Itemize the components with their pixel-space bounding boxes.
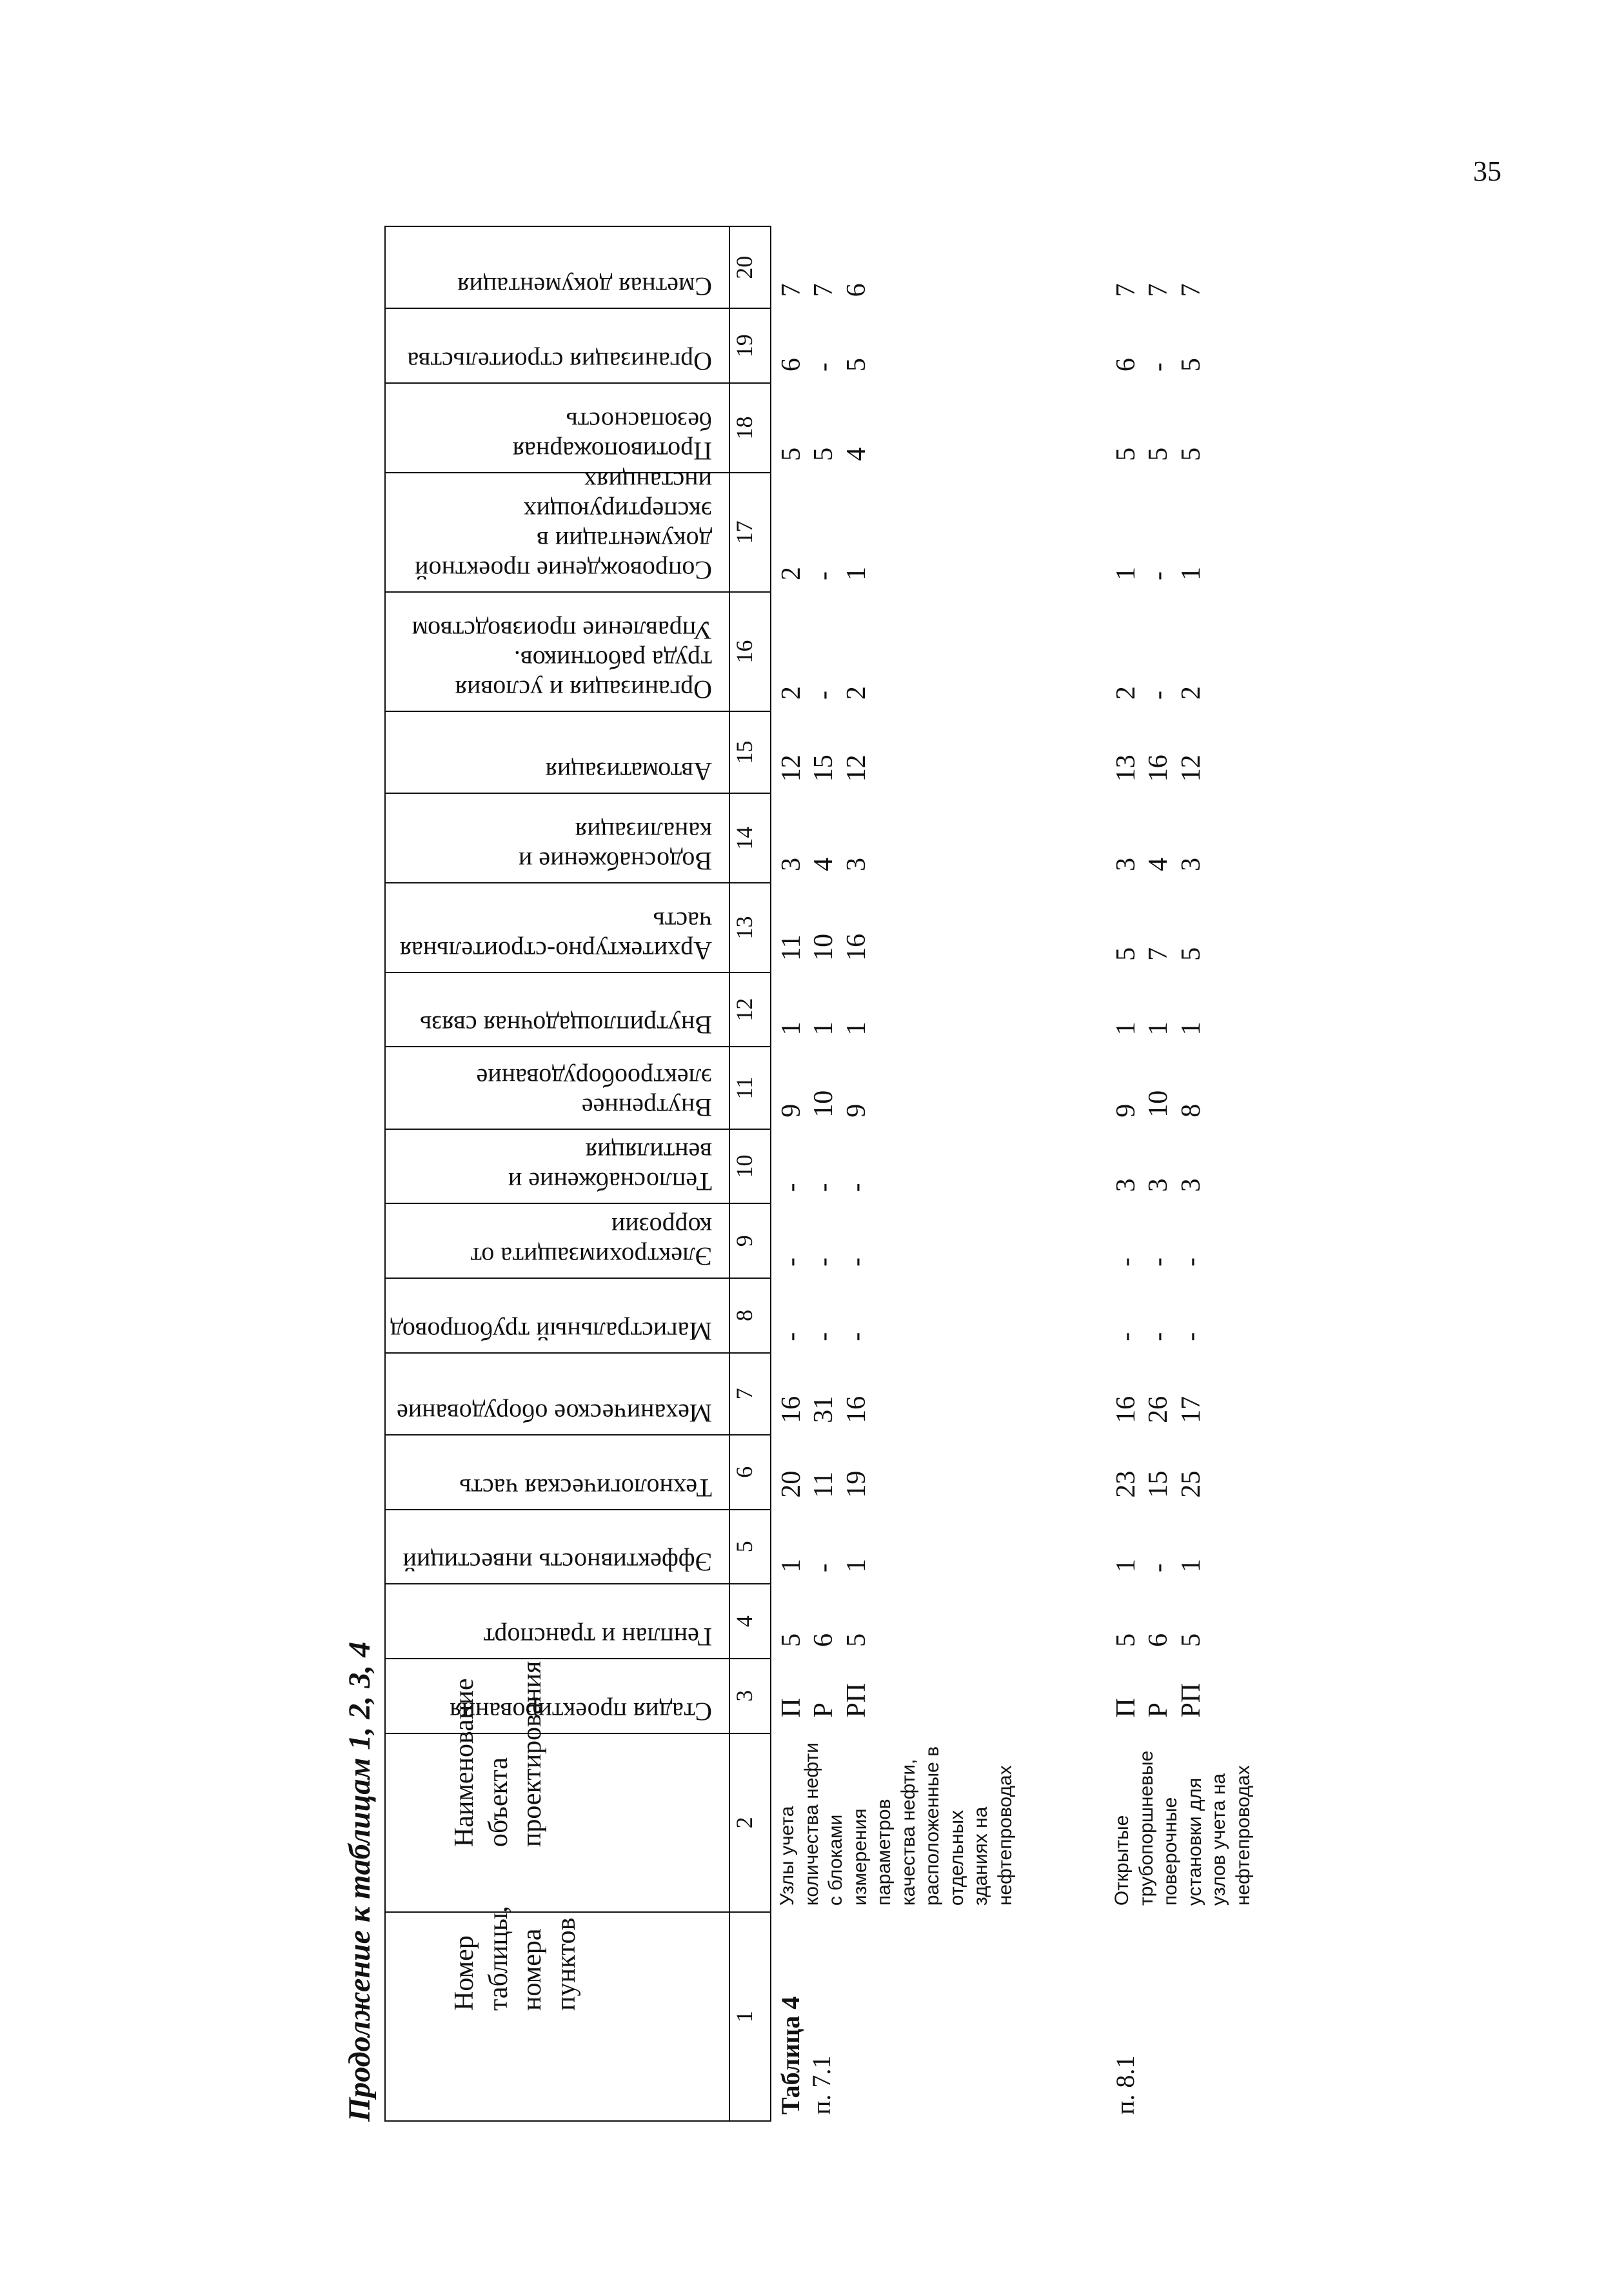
- value-cell: [771, 1203, 1106, 1278]
- value: -: [777, 1258, 806, 1267]
- value-cell: [771, 1510, 1106, 1584]
- header-cell: [385, 1584, 729, 1659]
- value: 10: [809, 933, 839, 961]
- value-cell: [771, 883, 1106, 972]
- design-workload-table: [384, 226, 1377, 2122]
- value: -: [1144, 571, 1174, 580]
- header-title-5: Эффективность инвестиций: [402, 1548, 712, 1577]
- value-cell: [1106, 972, 1377, 1047]
- row-label-cell: [771, 1912, 1106, 2121]
- value-cell: [1106, 711, 1377, 793]
- value: 5: [1176, 1633, 1206, 1647]
- header-title-9: Электрохимзащита от коррозии: [470, 1212, 712, 1272]
- header-title-10: Теплоснабжение и вентиляция: [508, 1138, 712, 1197]
- value: -: [1176, 1258, 1206, 1267]
- header-cell: [385, 1353, 729, 1435]
- value: -: [777, 1183, 806, 1192]
- value: 9: [777, 1103, 806, 1118]
- value: -: [841, 1332, 871, 1341]
- value: 9: [841, 1103, 871, 1118]
- value: 3: [1111, 1178, 1141, 1192]
- header-title-16: Организация и условия труда работников. Управление производством: [411, 616, 712, 704]
- value-cell: [1106, 1047, 1377, 1129]
- value: -: [809, 571, 839, 580]
- table-label: Таблица 4: [776, 1996, 805, 2115]
- value: 1: [1111, 1559, 1141, 1573]
- value-cell: [771, 383, 1106, 473]
- stage-value: Р: [809, 1702, 839, 1718]
- value-cell: [771, 1129, 1106, 1204]
- value: 5: [1111, 947, 1141, 961]
- column-number: 11: [729, 1047, 771, 1129]
- value: -: [841, 1183, 871, 1192]
- column-number: 1: [729, 1912, 771, 2121]
- value: -: [809, 1258, 839, 1267]
- table-row: [1106, 226, 1377, 2121]
- value: 16: [777, 1396, 806, 1423]
- value: 15: [809, 755, 839, 782]
- value: -: [809, 1183, 839, 1192]
- value: 20: [777, 1470, 806, 1498]
- value: 1: [1144, 1021, 1174, 1036]
- value: 1: [1111, 1021, 1141, 1036]
- value-cell: [1106, 592, 1377, 711]
- value-cell: [1106, 1278, 1377, 1353]
- value: 5: [841, 358, 871, 372]
- value: 12: [841, 755, 871, 782]
- value-cell: [771, 711, 1106, 793]
- column-number: 12: [729, 972, 771, 1047]
- object-name: Узлы учета количества нефти с блоками измерения параметров качества нефти, расположенные в отдельных зданиях на нефтепроводах: [777, 1742, 1016, 1906]
- header-cell: [385, 1047, 729, 1129]
- header-cell: [385, 793, 729, 883]
- header-title-2: Наименование объекта проектирования: [450, 1661, 547, 1848]
- column-number: 18: [729, 383, 771, 473]
- header-title-14: Водоснабжение и канализация: [519, 817, 712, 876]
- value-cell: [771, 1353, 1106, 1435]
- value: 1: [809, 1021, 839, 1036]
- value: 6: [1144, 1633, 1174, 1647]
- value: -: [1144, 691, 1174, 700]
- stage-cell: [1106, 1659, 1377, 1733]
- row-label-cell: [1106, 1912, 1377, 2121]
- object-name-cell: [771, 1733, 1106, 1913]
- object-name: Открытые трубопоршневые поверочные установки для узлов учета на нефтепроводах: [1111, 1750, 1254, 1906]
- header-title-18: Противопожарная безопасность: [512, 406, 712, 466]
- header-cell: [385, 1659, 729, 1733]
- header-title-11: Внутреннее электрооборудование: [476, 1063, 712, 1122]
- value: 5: [1176, 358, 1206, 372]
- point-label: п. 8.1: [1111, 2055, 1140, 2115]
- header-title-15: Автоматизация: [545, 757, 712, 787]
- value: 1: [1176, 1021, 1206, 1036]
- value: -: [809, 1563, 839, 1573]
- header-cell: [385, 1510, 729, 1584]
- value: 3: [1176, 1178, 1206, 1192]
- value: 7: [1144, 947, 1174, 961]
- header-cell: [385, 883, 729, 972]
- column-number: 14: [729, 793, 771, 883]
- value: 4: [841, 447, 871, 461]
- stage-value: П: [777, 1698, 806, 1718]
- column-number: 8: [729, 1278, 771, 1353]
- column-number: 16: [729, 592, 771, 711]
- header-title-1: Номер таблицы, номера пунктов: [450, 1906, 581, 2011]
- header-cell: [385, 466, 729, 592]
- value: 5: [777, 447, 806, 461]
- value-cell: [1106, 1435, 1377, 1510]
- value: 6: [777, 358, 806, 372]
- value: 1: [1176, 566, 1206, 580]
- value: 11: [809, 1472, 839, 1498]
- value: 1: [1111, 566, 1141, 580]
- value: -: [777, 1332, 806, 1341]
- value: 19: [841, 1470, 871, 1498]
- value-cell: [1106, 883, 1377, 972]
- header-title-8: Магистральный трубопровод: [390, 1316, 712, 1346]
- value-cell: [1106, 1353, 1377, 1435]
- value-cell: [1106, 793, 1377, 883]
- value: 15: [1144, 1470, 1174, 1498]
- value: 7: [777, 283, 806, 297]
- value: 5: [1111, 1633, 1141, 1647]
- header-cell: [385, 1278, 729, 1353]
- value: -: [809, 1332, 839, 1341]
- value: 6: [1111, 358, 1141, 372]
- column-number: 7: [729, 1353, 771, 1435]
- stage-value: П: [1111, 1698, 1141, 1718]
- value: 10: [809, 1090, 839, 1118]
- column-number: 10: [729, 1129, 771, 1204]
- header-cell: [385, 383, 729, 473]
- value: 2: [777, 686, 806, 700]
- value-cell: [771, 1278, 1106, 1353]
- value-cell: [771, 226, 1106, 308]
- column-number: 2: [729, 1733, 771, 1913]
- value: 1: [841, 1559, 871, 1573]
- value-cell: [771, 793, 1106, 883]
- value: 2: [777, 566, 806, 580]
- column-number: 19: [729, 308, 771, 383]
- value: 8: [1176, 1103, 1206, 1118]
- page-number: 35: [1473, 155, 1501, 187]
- value: -: [809, 362, 839, 372]
- column-number: 6: [729, 1435, 771, 1510]
- value-cell: [771, 1435, 1106, 1510]
- header-title-3: Стадия проектирования: [450, 1697, 712, 1726]
- value-cell: [771, 473, 1106, 592]
- value: 5: [777, 1633, 806, 1647]
- value: 5: [1111, 447, 1141, 461]
- value: 3: [777, 858, 806, 872]
- value: 7: [1144, 283, 1174, 297]
- value: 6: [841, 283, 871, 297]
- header-title-6: Технологическая часть: [459, 1473, 712, 1503]
- column-number: 20: [729, 226, 771, 308]
- value: 25: [1176, 1470, 1206, 1498]
- column-number: 15: [729, 711, 771, 793]
- value: 3: [841, 858, 871, 872]
- header-row: [385, 226, 729, 2121]
- value: 26: [1144, 1396, 1174, 1423]
- header-cell: [385, 226, 729, 308]
- value: 4: [809, 858, 839, 872]
- value-cell: [1106, 1203, 1377, 1278]
- value: 5: [1144, 447, 1174, 461]
- value: 16: [1111, 1396, 1141, 1423]
- header-cell: [385, 1203, 729, 1278]
- header-title-13: Архитектурно-строительная часть: [399, 906, 712, 965]
- object-name-cell: [1106, 1733, 1377, 1913]
- value: 4: [1144, 858, 1174, 872]
- header-cell: [385, 308, 729, 383]
- value: 3: [1111, 858, 1141, 872]
- value: 7: [1111, 283, 1141, 297]
- value: 5: [809, 447, 839, 461]
- column-number-row: [729, 226, 771, 2121]
- value: -: [1111, 1258, 1141, 1267]
- header-title-7: Механическое оборудование: [397, 1398, 712, 1428]
- value: 9: [1111, 1103, 1141, 1118]
- value: 3: [1176, 858, 1206, 872]
- value: -: [1111, 1332, 1141, 1341]
- header-title-19: Организация строительства: [407, 347, 712, 377]
- value: 5: [841, 1633, 871, 1647]
- value: 3: [1144, 1178, 1174, 1192]
- value: 1: [841, 566, 871, 580]
- value: -: [809, 691, 839, 700]
- point-label: п. 7.1: [807, 2055, 836, 2115]
- value-cell: [1106, 383, 1377, 473]
- header-title-20: Сметная документация: [457, 272, 712, 302]
- value: 5: [1176, 947, 1206, 961]
- value: 16: [841, 1396, 871, 1423]
- value-cell: [1106, 226, 1377, 308]
- value: 5: [1176, 447, 1206, 461]
- value: 13: [1111, 755, 1141, 782]
- stage-value: Р: [1144, 1702, 1174, 1718]
- value: 12: [777, 755, 806, 782]
- stage-value: РП: [841, 1682, 871, 1718]
- value: 12: [1176, 755, 1206, 782]
- value-cell: [771, 972, 1106, 1047]
- column-number: 13: [729, 883, 771, 972]
- column-number: 5: [729, 1510, 771, 1584]
- value-cell: [771, 592, 1106, 711]
- rotated-table-page: [342, 226, 1367, 2122]
- value: 10: [1144, 1090, 1174, 1118]
- stage-cell: [771, 1659, 1106, 1733]
- value: 16: [841, 933, 871, 961]
- value-cell: [771, 1047, 1106, 1129]
- value: 31: [809, 1396, 839, 1423]
- value: -: [1176, 1332, 1206, 1341]
- value: 6: [809, 1633, 839, 1647]
- table-heading: Продолжение к таблицам 1, 2, 3, 4: [342, 1641, 377, 2122]
- value: 7: [1176, 283, 1206, 297]
- value: -: [1144, 362, 1174, 372]
- value-cell: [1106, 473, 1377, 592]
- value: 1: [777, 1559, 806, 1573]
- value: -: [1144, 1563, 1174, 1573]
- stage-value: РП: [1176, 1682, 1206, 1718]
- value: 1: [1176, 1559, 1206, 1573]
- value: 17: [1176, 1396, 1206, 1423]
- value: 2: [841, 686, 871, 700]
- value: -: [1144, 1258, 1174, 1267]
- header-cell: [385, 972, 729, 1047]
- table-row: [771, 226, 1106, 2121]
- header-title-12: Внутриплощадочная связь: [420, 1011, 712, 1040]
- header-cell: [385, 711, 729, 793]
- value: 11: [777, 934, 806, 961]
- value: 1: [777, 1021, 806, 1036]
- value-cell: [1106, 308, 1377, 383]
- value: 7: [809, 283, 839, 297]
- value: 16: [1144, 755, 1174, 782]
- value: 2: [1176, 686, 1206, 700]
- value-cell: [771, 308, 1106, 383]
- value-cell: [1106, 1510, 1377, 1584]
- column-number: 17: [729, 473, 771, 592]
- value: 23: [1111, 1470, 1141, 1498]
- value: 2: [1111, 686, 1141, 700]
- header-title-4: Генплан и транспорт: [483, 1622, 712, 1652]
- header-cell: [385, 1129, 729, 1204]
- value: -: [841, 1258, 871, 1267]
- column-number: 9: [729, 1203, 771, 1278]
- column-number: 4: [729, 1584, 771, 1659]
- column-number: 3: [729, 1659, 771, 1733]
- value: 1: [841, 1021, 871, 1036]
- value: -: [1144, 1332, 1174, 1341]
- header-cell: [385, 1906, 729, 2121]
- value-cell: [1106, 1129, 1377, 1204]
- header-cell: [385, 592, 729, 711]
- value-cell: [771, 1584, 1106, 1659]
- value-cell: [1106, 1584, 1377, 1659]
- header-cell: [385, 1435, 729, 1510]
- header-title-17: Сопровождение проектной документации в экспертирующих инстанциях: [415, 466, 712, 585]
